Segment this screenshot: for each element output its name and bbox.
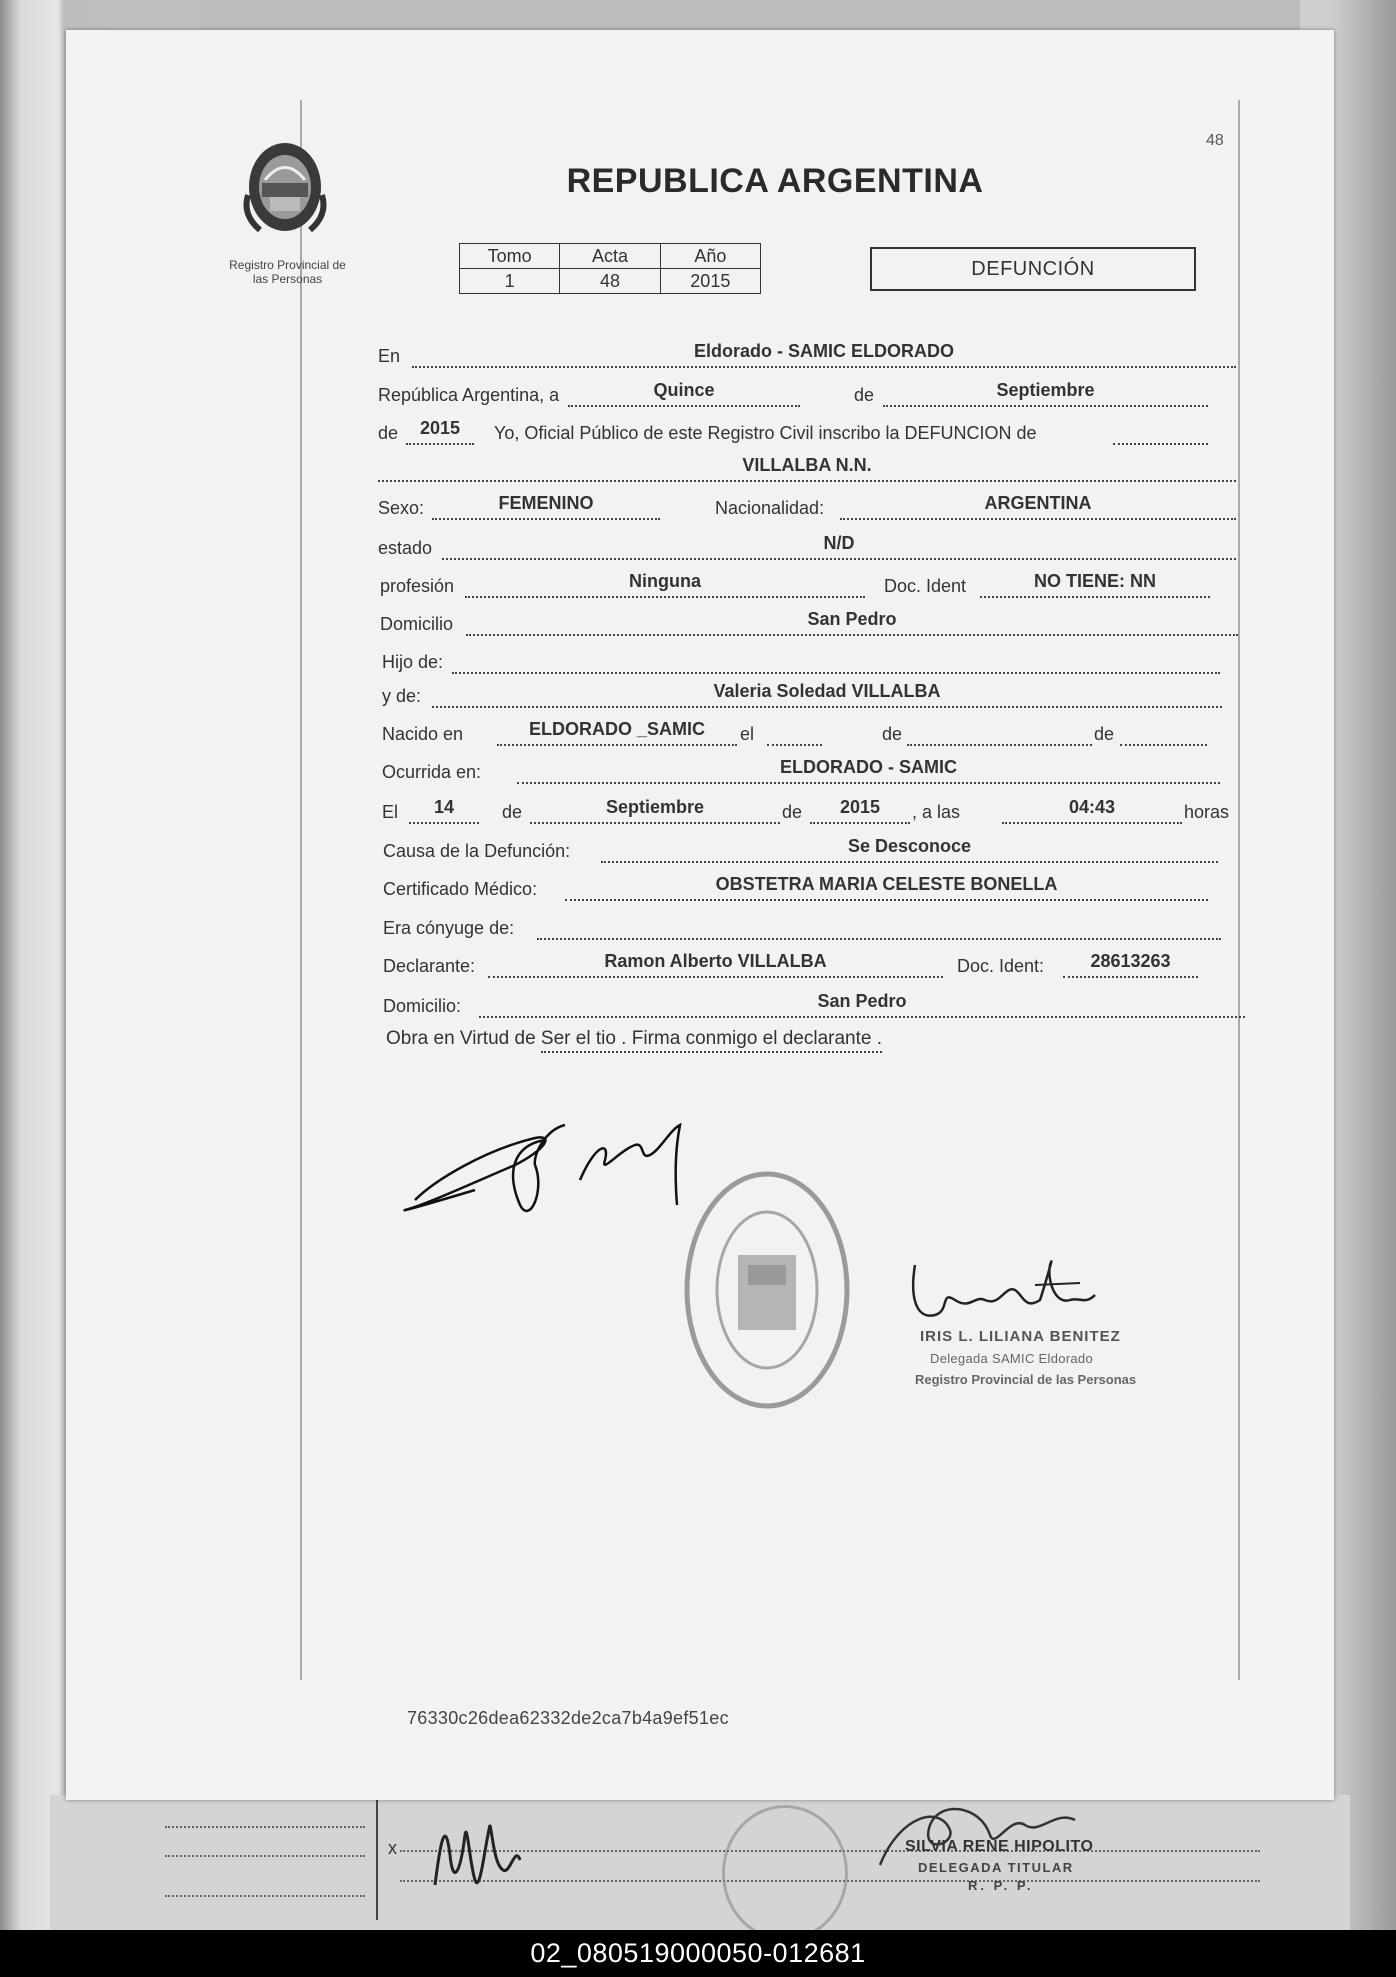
label-republica: República Argentina, a — [378, 385, 560, 405]
reference-value-ano: 2015 — [660, 269, 760, 294]
top-edge-strip — [200, 0, 1300, 30]
official-name: IRIS L. LILIANA BENITEZ — [920, 1328, 1121, 1345]
row-certificate — [383, 873, 1208, 901]
official-signature-icon — [905, 1245, 1105, 1335]
field-blank — [1113, 417, 1208, 445]
country-title: REPUBLICA ARGENTINA — [566, 162, 984, 200]
underlying-dotted-line — [165, 1826, 365, 1828]
label-de: de — [854, 385, 875, 405]
registry-caption — [205, 258, 370, 286]
label-domicilio: Domicilio: — [383, 996, 462, 1016]
row-profession — [380, 570, 1210, 598]
reference-table — [459, 243, 761, 294]
field-death-month: Septiembre — [530, 796, 780, 824]
field-civil-status: N/D — [442, 532, 1236, 560]
label-horas: horas — [1184, 802, 1230, 822]
reference-value-row — [460, 269, 761, 294]
field-doc-ident: NO TIENE: NN — [980, 570, 1210, 598]
label-certificado: Certificado Médico: — [383, 879, 538, 899]
label-de: de — [502, 802, 523, 822]
label-nacido: Nacido en — [382, 724, 464, 744]
label-nacionalidad: Nacionalidad: — [715, 498, 825, 518]
field-birth-place: ELDORADO _SAMIC — [497, 718, 737, 746]
label-causa: Causa de la Defunción: — [383, 841, 571, 861]
row-spouse — [383, 912, 1221, 940]
label-el: El — [382, 802, 399, 822]
field-birth-day — [767, 718, 822, 746]
field-declarant-address: San Pedro — [479, 990, 1245, 1018]
row-address — [380, 608, 1238, 636]
underlying-official-office: R. P. P. — [968, 1878, 1034, 1893]
row-occurred — [382, 756, 1220, 784]
row-death-date — [382, 796, 1232, 824]
underlying-official-role: DELEGADA TITULAR — [918, 1860, 1074, 1875]
reference-header-acta: Acta — [560, 244, 660, 269]
reference-header-row — [460, 244, 761, 269]
label-de: de — [378, 423, 399, 443]
page-number: 48 — [1206, 132, 1224, 149]
row-basis — [386, 1028, 882, 1050]
field-death-time: 04:43 — [1002, 796, 1182, 824]
row-date — [378, 379, 1208, 407]
row-place — [378, 340, 1236, 368]
field-basis: Ser el tio . Firma conmigo el declarante . — [541, 1028, 882, 1053]
field-month: Septiembre — [883, 379, 1208, 407]
field-parent-2: Valeria Soledad VILLALBA — [432, 680, 1222, 708]
reference-header-tomo: Tomo — [460, 244, 560, 269]
field-declarant-name: Ramon Alberto VILLALBA — [488, 950, 943, 978]
field-year: 2015 — [406, 417, 474, 445]
label-declarante: Declarante: — [383, 956, 476, 976]
label-doc-ident: Doc. Ident — [884, 576, 967, 596]
misiones-provincial-seal-icon — [240, 135, 330, 240]
underlying-dotted-line — [165, 1855, 365, 1857]
label-obra: Obra en Virtud de — [386, 1028, 536, 1049]
field-spouse — [537, 912, 1221, 940]
document-type-box: DEFUNCIÓN — [870, 247, 1196, 291]
field-day: Quince — [568, 379, 800, 407]
label-de: de — [1094, 724, 1115, 744]
underlying-page — [50, 1795, 1350, 1930]
field-birth-month — [907, 718, 1092, 746]
row-deceased — [378, 454, 1236, 482]
label-de: de — [782, 802, 803, 822]
label-sexo: Sexo: — [378, 498, 425, 518]
row-declarant-address — [383, 990, 1245, 1018]
reference-value-tomo: 1 — [460, 269, 560, 294]
footer-image-id: 02_080519000050-012681 — [530, 1938, 866, 1968]
official-office: Registro Provincial de las Personas — [915, 1372, 1137, 1387]
label-profesion: profesión — [380, 576, 455, 596]
label-hijo: Hijo de: — [382, 652, 444, 672]
label-a-las: , a las — [912, 802, 961, 822]
underlying-mark: x — [388, 1838, 397, 1858]
label-el: el — [740, 724, 755, 744]
registry-stamp-icon — [683, 1170, 851, 1410]
official-role: Delegada SAMIC Eldorado — [930, 1351, 1093, 1366]
field-cause: Se Desconoce — [601, 835, 1218, 863]
registry-caption-line: las Personas — [252, 272, 323, 286]
underlying-dotted-line — [165, 1895, 365, 1897]
row-declarant — [383, 950, 1223, 978]
underlying-official-name: SILVIA RENE HIPOLITO — [905, 1838, 1094, 1855]
underlying-stamp-icon — [722, 1805, 848, 1941]
field-certificate: OBSTETRA MARIA CELESTE BONELLA — [565, 873, 1208, 901]
field-death-year: 2015 — [810, 796, 910, 824]
label-de: de — [882, 724, 903, 744]
row-year — [378, 417, 1208, 445]
label-en: En — [378, 346, 401, 366]
label-ocurrida: Ocurrida en: — [382, 762, 482, 782]
field-birth-year — [1120, 718, 1207, 746]
field-profession: Ninguna — [465, 570, 865, 598]
label-doc-ident: Doc. Ident: — [957, 956, 1045, 976]
label-yo-statement: Yo, Oficial Público de este Registro Civil inscribo la DEFUNCION de — [494, 423, 1037, 443]
document-hash: 76330c26dea62332de2ca7b4a9ef51ec — [407, 1708, 729, 1728]
row-civil-status — [378, 532, 1236, 560]
row-sex — [378, 492, 1236, 520]
declarant-signature-icon — [395, 1110, 705, 1230]
field-deceased-name: VILLALBA N.N. — [378, 454, 1236, 482]
label-conyuge: Era cónyuge de: — [383, 918, 515, 938]
label-domicilio: Domicilio — [380, 614, 454, 634]
label-estado: estado — [378, 538, 433, 558]
registry-caption-line: Registro Provincial de — [229, 258, 346, 272]
field-declarant-doc: 28613263 — [1063, 950, 1198, 978]
field-nationality: ARGENTINA — [840, 492, 1236, 520]
label-y-de: y de: — [382, 686, 422, 706]
row-parent-1 — [382, 646, 1220, 674]
underlying-signature-icon — [425, 1805, 535, 1910]
row-birth — [382, 718, 1207, 746]
row-cause — [383, 835, 1218, 863]
field-place: Eldorado - SAMIC ELDORADO — [412, 340, 1236, 368]
reference-header-ano: Año — [660, 244, 760, 269]
field-death-day: 14 — [409, 796, 479, 824]
field-occurred-place: ELDORADO - SAMIC — [517, 756, 1220, 784]
field-sex: FEMENINO — [432, 492, 660, 520]
reference-value-acta: 48 — [560, 269, 660, 294]
field-parent-1 — [452, 646, 1220, 674]
underlying-divider — [376, 1800, 378, 1920]
row-parent-2 — [382, 680, 1222, 708]
field-address: San Pedro — [466, 608, 1238, 636]
